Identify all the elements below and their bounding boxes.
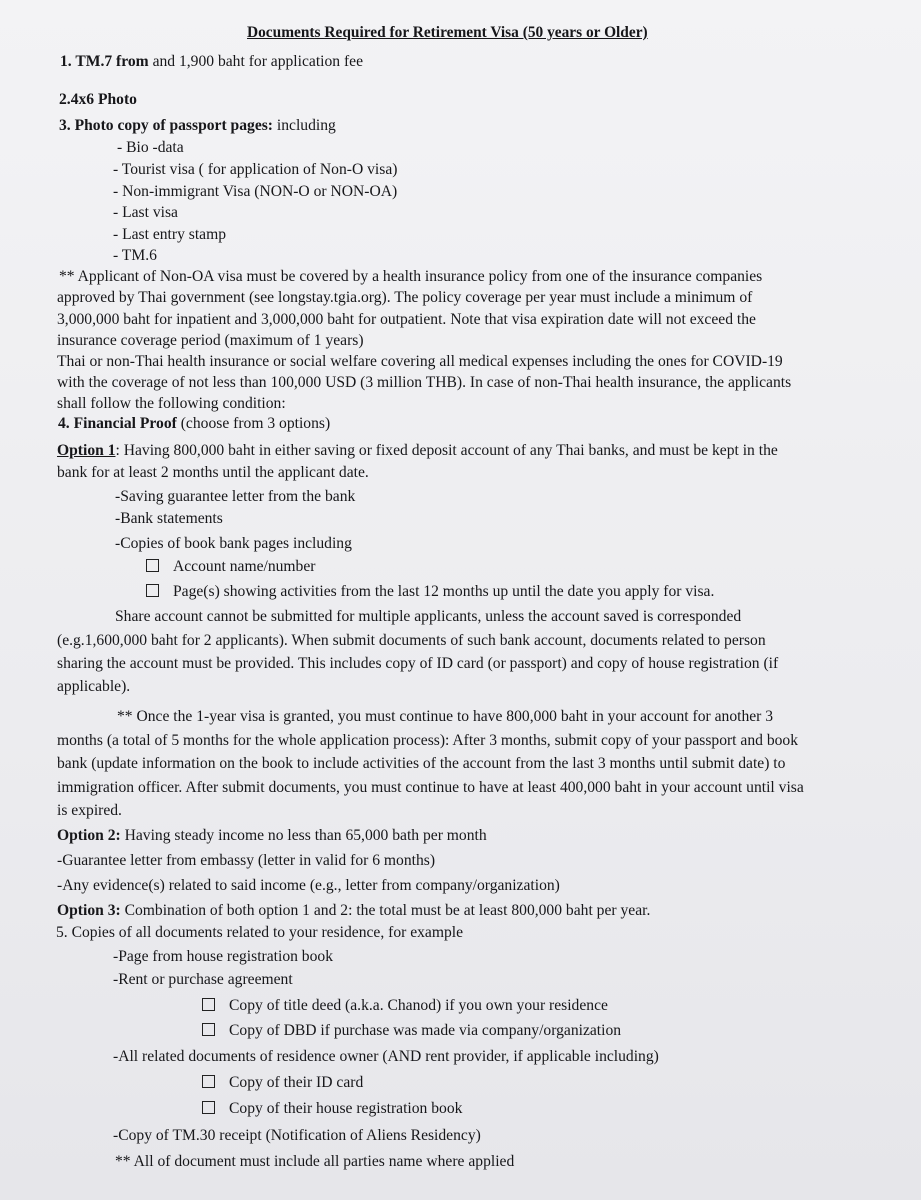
item-4 — [58, 414, 330, 433]
item-4-text: (choose from 3 options) — [176, 415, 331, 432]
item-3-label: 3. Photo copy of passport pages: — [59, 117, 274, 134]
checkbox[interactable] — [202, 998, 215, 1011]
item-1-label: 1. TM.7 from — [60, 53, 149, 70]
checklist-item-label: Copy of title deed (a.k.a. Chanod) if you own your residence — [229, 997, 608, 1014]
option-2-doc: -Any evidence(s) related to said income (e.g., letter from company/organization) — [57, 877, 560, 894]
final-note: ** All of document must include all parties name where applied — [115, 1153, 515, 1170]
option-2-doc: -Guarantee letter from embassy (letter in valid for 6 months) — [57, 852, 436, 869]
passport-sub-item: - Last visa — [113, 204, 178, 221]
share-note-line: applicable). — [57, 678, 131, 695]
granted-note-line: is expired. — [57, 802, 122, 819]
checklist-item-label: Page(s) showing activities from the last 12 months up until the date you apply for visa. — [173, 583, 715, 600]
checklist-item-label: Copy of their ID card — [229, 1074, 364, 1091]
passport-sub-item: - Non-immigrant Visa (NON-O or NON-OA) — [113, 183, 398, 200]
checkbox[interactable] — [146, 584, 159, 597]
residence-doc: -Page from house registration book — [113, 948, 333, 965]
granted-note-line: ** Once the 1-year visa is granted, you must continue to have 800,000 baht in your account for another 3 — [117, 708, 774, 725]
insurance-note-line: ** Applicant of Non-OA visa must be covered by a health insurance policy from one of the insurance companies — [59, 268, 763, 285]
option-2-label: Option 2: — [57, 827, 121, 844]
item-1 — [60, 52, 363, 71]
item-3 — [59, 116, 336, 135]
option-1-doc: -Copies of book bank pages including — [115, 535, 352, 552]
granted-note-line: bank (update information on the book to include activities of the account from the last 3 months until submit date) to — [57, 755, 786, 772]
option-3-line: Option 3: Combination of both option 1 and 2: the total must be at least 800,000 baht per year. — [57, 902, 651, 919]
insurance-note-line: shall follow the following condition: — [57, 395, 286, 412]
option-1-doc: -Saving guarantee letter from the bank — [115, 488, 356, 505]
checkbox[interactable] — [202, 1023, 215, 1036]
insurance-note-line: Thai or non-Thai health insurance or social welfare covering all medical expenses including the ones for COVID-19 — [57, 353, 783, 370]
passport-sub-item: - TM.6 — [113, 247, 157, 264]
share-note-line: (e.g.1,600,000 baht for 2 applicants). When submit documents of such bank account, documents related to person — [57, 632, 766, 649]
checklist-item — [146, 582, 714, 601]
granted-note-line: immigration officer. After submit documents, you must continue to have at least 400,000 baht in your account until visa — [57, 779, 804, 796]
share-note-line: Share account cannot be submitted for multiple applicants, unless the account saved is corresponded — [115, 608, 742, 625]
checkbox[interactable] — [202, 1101, 215, 1114]
checkbox[interactable] — [202, 1075, 215, 1088]
item-4-label: 4. Financial Proof — [58, 415, 177, 432]
option-1-label: Option 1 — [57, 442, 116, 459]
item-1-text: and 1,900 baht for application fee — [148, 53, 364, 70]
residence-doc: -Rent or purchase agreement — [113, 971, 293, 988]
passport-sub-item: - Bio -data — [117, 139, 184, 156]
option-1-doc: -Bank statements — [115, 510, 223, 527]
item-2-label: 2.4x6 Photo — [59, 91, 137, 108]
share-note-line: sharing the account must be provided. This includes copy of ID card (or passport) and copy of house registration (if — [57, 655, 779, 672]
option-1-line: Option 1: Having 800,000 baht in either saving or fixed deposit account of any Thai banks, and must be kept in the — [57, 442, 778, 459]
checklist-item-label: Copy of their house registration book — [229, 1100, 463, 1117]
item-2 — [59, 90, 137, 109]
checklist-item-label: Account name/number — [173, 558, 316, 575]
option-3-label: Option 3: — [57, 902, 121, 919]
checklist-item — [202, 996, 608, 1015]
insurance-note-line: approved by Thai government (see longstay.tgia.org). The policy coverage per year must include a minimum of — [57, 289, 753, 306]
insurance-note-line: insurance coverage period (maximum of 1 years) — [57, 332, 364, 349]
checklist-item — [146, 557, 315, 576]
checkbox[interactable] — [146, 559, 159, 572]
checklist-item-label: Copy of DBD if purchase was made via company/organization — [229, 1022, 622, 1039]
option-2-line: Option 2: Having steady income no less than 65,000 bath per month — [57, 827, 487, 844]
item-3-text: including — [273, 117, 336, 134]
passport-sub-item: - Last entry stamp — [113, 226, 227, 243]
document-title: Documents Required for Retirement Visa (50 years or Older) — [247, 24, 648, 41]
checklist-item — [202, 1099, 462, 1118]
passport-sub-item: - Tourist visa ( for application of Non-O visa) — [113, 161, 398, 178]
insurance-note-line: 3,000,000 baht for inpatient and 3,000,000 baht for outpatient. Note that visa expiration date will not exceed the — [57, 311, 756, 328]
tm30-doc: -Copy of TM.30 receipt (Notification of Aliens Residency) — [113, 1127, 481, 1144]
insurance-note-line: with the coverage of not less than 100,000 USD (3 million THB). In case of non-Thai health insurance, the applicants — [57, 374, 792, 391]
option-1-line: bank for at least 2 months until the applicant date. — [57, 464, 369, 481]
item-5-heading: 5. Copies of all documents related to your residence, for example — [56, 924, 464, 941]
granted-note-line: months (a total of 5 months for the whole application process): After 3 months, submit copy of your passport and book — [57, 732, 799, 749]
owner-docs: -All related documents of residence owner (AND rent provider, if applicable including) — [113, 1048, 659, 1065]
checklist-item — [202, 1073, 363, 1092]
checklist-item — [202, 1021, 621, 1040]
